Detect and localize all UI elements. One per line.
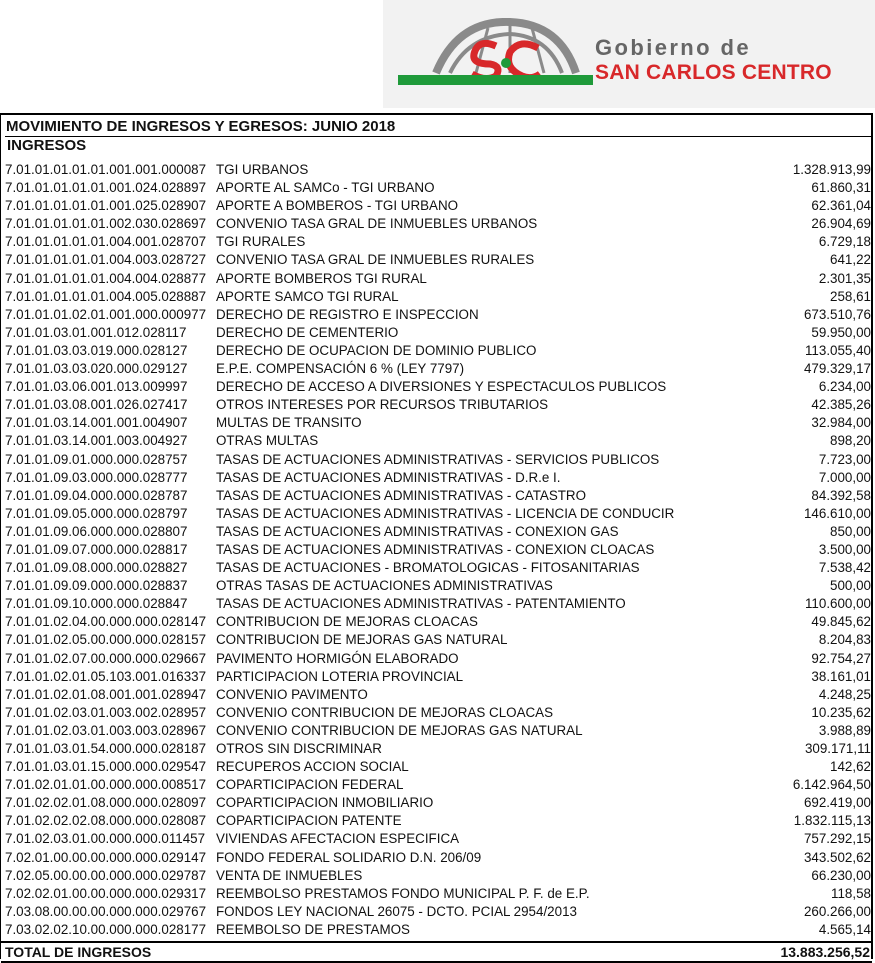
row-amount: 1.328.913,99 (792, 162, 871, 177)
logo-line-2: SAN CARLOS CENTRO (595, 61, 832, 84)
row-description: MULTAS DE TRANSITO (216, 415, 362, 431)
row-amount: 673.510,76 (803, 306, 871, 322)
row-description: FONDOS LEY NACIONAL 26075 - DCTO. PCIAL 2954/2013 (216, 903, 577, 919)
table-row (5, 451, 871, 469)
table-row (5, 722, 871, 740)
row-amount: 49.845,62 (811, 614, 871, 630)
row-amount: 61.860,31 (811, 180, 871, 196)
row-code: 7.01.01.02.01.08.001.001.028947 (5, 686, 207, 702)
table-row (5, 161, 871, 179)
row-description: APORTE AL SAMCo - TGI URBANO (216, 180, 435, 196)
row-description: APORTE SAMCO TGI RURAL (216, 288, 399, 304)
row-description: DERECHO DE CEMENTERIO (216, 324, 399, 340)
row-description: CONVENIO PAVIMENTO (216, 686, 368, 702)
row-amount: 1.832.115,13 (793, 813, 871, 829)
row-code: 7.01.01.03.14.001.001.004907 (5, 415, 188, 431)
row-amount: 142,62 (830, 759, 871, 775)
table-row (5, 704, 871, 722)
row-description: APORTE BOMBEROS TGI RURAL (216, 270, 427, 286)
row-code: 7.01.01.01.01.01.004.004.028877 (5, 270, 207, 286)
row-amount: 500,00 (830, 578, 871, 594)
row-description: APORTE A BOMBEROS - TGI URBANO (216, 198, 459, 214)
row-amount: 4.565,14 (818, 921, 871, 937)
row-code: 7.01.01.01.01.01.001.025.028907 (5, 198, 207, 214)
row-code: 7.01.01.01.01.01.001.001.000087 (5, 162, 207, 177)
row-description: COPARTICIPACION INMOBILIARIO (216, 795, 434, 811)
row-amount: 343.502,62 (803, 849, 871, 865)
table-row (5, 595, 871, 613)
row-code: 7.01.01.09.05.000.000.028797 (5, 505, 188, 521)
table-row (5, 577, 871, 595)
row-code: 7.01.01.03.03.019.000.028127 (5, 342, 188, 358)
table-row (5, 288, 871, 306)
row-description: TASAS DE ACTUACIONES ADMINISTRATIVAS - CATASTRO (216, 487, 587, 503)
row-code: 7.01.01.09.09.000.000.028837 (5, 578, 188, 594)
row-code: 7.01.01.01.02.01.001.000.000977 (5, 306, 207, 322)
row-code: 7.01.01.02.07.00.000.000.029667 (5, 650, 207, 666)
row-description: FONDO FEDERAL SOLIDARIO D.N. 206/09 (216, 849, 482, 865)
row-code: 7.01.01.03.01.54.000.000.028187 (5, 741, 207, 756)
row-code: 7.01.02.03.01.00.000.000.011457 (5, 831, 206, 847)
total-label: TOTAL DE INGRESOS (5, 944, 152, 960)
row-description: CONVENIO TASA GRAL DE INMUEBLES RURALES (216, 252, 535, 268)
table-row (5, 523, 871, 541)
row-description: CONVENIO CONTRIBUCION DE MEJORAS CLOACAS (216, 704, 554, 720)
row-code: 7.01.01.09.07.000.000.028817 (5, 541, 188, 557)
row-description: REEMBOLSO DE PRESTAMOS (216, 921, 410, 937)
table-row (5, 215, 871, 233)
table-row (5, 650, 871, 668)
table-row (5, 179, 871, 197)
row-amount: 146.610,00 (803, 505, 871, 521)
logo-line-1: Gobierno de (595, 35, 751, 60)
row-amount: 309.171,11 (804, 741, 871, 756)
row-description: CONVENIO CONTRIBUCION DE MEJORAS GAS NATURAL (216, 722, 583, 738)
row-amount: 6.142.964,50 (792, 777, 871, 793)
row-code: 7.01.01.03.01.001.012.028117 (5, 324, 187, 340)
row-description: OTRAS TASAS DE ACTUACIONES ADMINISTRATIVAS (216, 578, 553, 594)
row-code: 7.02.02.01.00.00.000.000.029317 (5, 885, 207, 901)
row-description: COPARTICIPACION PATENTE (216, 813, 402, 829)
row-code: 7.01.01.02.04.00.000.000.028147 (5, 614, 207, 630)
table-row (5, 812, 871, 830)
row-description: DERECHO DE REGISTRO E INSPECCION (216, 306, 479, 322)
row-code: 7.01.01.03.14.001.003.004927 (5, 433, 188, 449)
row-description: REEMBOLSO PRESTAMOS FONDO MUNICIPAL P. F. de E.P. (216, 885, 590, 901)
section-header (5, 136, 871, 153)
row-code: 7.01.01.02.03.01.003.003.028967 (5, 722, 207, 738)
row-amount: 110.600,00 (804, 596, 871, 612)
row-amount: 66.230,00 (811, 867, 871, 883)
row-description: TASAS DE ACTUACIONES ADMINISTRATIVAS - D.R.e I. (216, 469, 561, 485)
row-amount: 59.950,00 (811, 324, 871, 340)
row-code: 7.01.01.09.04.000.000.028787 (5, 487, 188, 503)
row-description: TASAS DE ACTUACIONES ADMINISTRATIVAS - CONEXION GAS (216, 523, 619, 539)
row-amount: 6.234,00 (818, 379, 871, 395)
table-row (5, 849, 871, 867)
table-row (5, 686, 871, 704)
row-code: 7.03.02.02.10.00.000.000.028177 (5, 921, 207, 937)
row-description: TGI RURALES (216, 234, 306, 250)
table-row (5, 559, 871, 577)
section-label: INGRESOS (7, 137, 87, 154)
row-description: VENTA DE INMUEBLES (216, 867, 363, 883)
row-amount: 8.204,83 (818, 632, 871, 648)
row-code: 7.01.01.09.08.000.000.028827 (5, 560, 188, 576)
row-amount: 113.055,40 (804, 342, 871, 358)
income-report (0, 113, 873, 959)
table-row (5, 885, 871, 903)
row-code: 7.03.08.00.00.00.000.000.029767 (5, 903, 207, 919)
row-description: OTROS INTERESES POR RECURSOS TRIBUTARIOS (216, 397, 549, 413)
total-value: 13.883.256,52 (780, 944, 870, 960)
row-code: 7.01.01.02.03.01.003.002.028957 (5, 704, 207, 720)
row-description: PARTICIPACION LOTERIA PROVINCIAL (216, 668, 464, 684)
row-code: 7.01.01.02.01.05.103.001.016337 (5, 668, 207, 684)
table-row (5, 830, 871, 848)
row-amount: 850,00 (830, 523, 871, 539)
table-row (5, 541, 871, 559)
row-amount: 26.904,69 (811, 216, 871, 232)
row-amount: 32.984,00 (811, 415, 871, 431)
row-amount: 258,61 (830, 288, 871, 304)
table-row (5, 251, 871, 269)
row-amount: 6.729,18 (818, 234, 871, 250)
income-rows (5, 161, 871, 939)
row-code: 7.01.01.03.03.020.000.029127 (5, 361, 188, 377)
row-description: TASAS DE ACTUACIONES ADMINISTRATIVAS - PATENTAMIENTO (216, 596, 626, 612)
table-row (5, 197, 871, 215)
table-row (5, 306, 871, 324)
row-amount: 479.329,17 (803, 361, 871, 377)
row-code: 7.02.01.00.00.00.000.000.029147 (5, 849, 207, 865)
row-description: OTROS SIN DISCRIMINAR (216, 741, 382, 756)
table-row (5, 233, 871, 251)
table-row (5, 414, 871, 432)
san-carlos-logo-icon (398, 18, 593, 88)
table-row (5, 867, 871, 885)
row-code: 7.01.01.09.03.000.000.028777 (5, 469, 188, 485)
row-description: TASAS DE ACTUACIONES - BROMATOLOGICAS - FITOSANITARIAS (216, 560, 640, 576)
row-code: 7.01.01.01.01.01.004.001.028707 (5, 234, 207, 250)
row-code: 7.01.01.02.05.00.000.000.028157 (5, 632, 207, 648)
row-code: 7.01.01.01.01.01.004.003.028727 (5, 252, 207, 268)
row-amount: 38.161,01 (811, 668, 871, 684)
row-description: CONTRIBUCION DE MEJORAS GAS NATURAL (216, 632, 508, 648)
row-code: 7.01.01.09.06.000.000.028807 (5, 523, 188, 539)
row-amount: 260.266,00 (803, 903, 871, 919)
table-row (5, 903, 871, 921)
row-description: TASAS DE ACTUACIONES ADMINISTRATIVAS - LICENCIA DE CONDUCIR (216, 505, 675, 521)
row-amount: 10.235,62 (811, 704, 871, 720)
table-row (5, 794, 871, 812)
row-description: TASAS DE ACTUACIONES ADMINISTRATIVAS - SERVICIOS PUBLICOS (216, 451, 660, 467)
row-amount: 84.392,58 (811, 487, 871, 503)
row-code: 7.02.05.00.00.00.000.000.029787 (5, 867, 207, 883)
row-code: 7.01.02.02.01.08.000.000.028097 (5, 795, 207, 811)
table-row (5, 668, 871, 686)
row-amount: 7.538,42 (818, 560, 871, 576)
table-row (5, 342, 871, 360)
row-amount: 3.500,00 (818, 541, 871, 557)
row-amount: 3.988,89 (818, 722, 871, 738)
row-description: TGI URBANOS (216, 162, 309, 177)
row-amount: 641,22 (830, 252, 871, 268)
table-row (5, 469, 871, 487)
row-amount: 2.301,35 (818, 270, 871, 286)
row-code: 7.01.01.01.01.01.002.030.028697 (5, 216, 207, 232)
report-title: MOVIMIENTO DE INGRESOS Y EGRESOS: JUNIO 2018 (6, 118, 396, 135)
row-code: 7.01.01.03.01.15.000.000.029547 (5, 759, 207, 775)
row-description: OTRAS MULTAS (216, 433, 319, 449)
row-amount: 42.385,26 (811, 397, 871, 413)
row-amount: 4.248,25 (818, 686, 871, 702)
row-description: DERECHO DE ACCESO A DIVERSIONES Y ESPECTACULOS PUBLICOS (216, 379, 667, 395)
table-row (5, 432, 871, 450)
row-description: PAVIMENTO HORMIGÓN ELABORADO (216, 650, 459, 666)
row-amount: 62.361,04 (811, 198, 871, 214)
table-row (5, 613, 871, 631)
row-amount: 692.419,00 (803, 795, 871, 811)
row-code: 7.01.02.02.02.08.000.000.028087 (5, 813, 207, 829)
row-code: 7.01.01.01.01.01.001.024.028897 (5, 180, 207, 196)
table-row (5, 740, 871, 758)
row-amount: 118,58 (831, 885, 871, 901)
row-amount: 92.754,27 (811, 650, 871, 666)
row-description: COPARTICIPACION FEDERAL (216, 777, 404, 793)
row-description: E.P.E. COMPENSACIÓN 6 % (LEY 7797) (216, 361, 465, 377)
table-row (5, 324, 871, 342)
row-code: 7.01.02.01.01.00.000.000.008517 (5, 777, 207, 793)
table-row (5, 631, 871, 649)
table-row (5, 505, 871, 523)
table-row (5, 360, 871, 378)
table-row (5, 378, 871, 396)
table-row (5, 776, 871, 794)
logo-banner (383, 0, 875, 108)
row-code: 7.01.01.09.01.000.000.028757 (5, 451, 188, 467)
row-description: VIVIENDAS AFECTACION ESPECIFICA (216, 831, 460, 847)
table-row (5, 396, 871, 414)
row-description: RECUPEROS ACCION SOCIAL (216, 759, 409, 775)
row-description: DERECHO DE OCUPACION DE DOMINIO PUBLICO (216, 342, 537, 358)
table-row (5, 270, 871, 288)
row-code: 7.01.01.01.01.01.004.005.028887 (5, 288, 207, 304)
table-row (5, 921, 871, 939)
row-description: CONVENIO TASA GRAL DE INMUEBLES URBANOS (216, 216, 538, 232)
row-code: 7.01.01.03.08.001.026.027417 (5, 397, 188, 413)
table-row (5, 758, 871, 776)
row-description: CONTRIBUCION DE MEJORAS CLOACAS (216, 614, 478, 630)
row-amount: 7.000,00 (818, 469, 871, 485)
row-amount: 7.723,00 (818, 451, 871, 467)
row-amount: 898,20 (830, 433, 871, 449)
row-code: 7.01.01.09.10.000.000.028847 (5, 596, 188, 612)
table-row (5, 487, 871, 505)
row-description: TASAS DE ACTUACIONES ADMINISTRATIVAS - CONEXION CLOACAS (216, 541, 655, 557)
row-code: 7.01.01.03.06.001.013.009997 (5, 379, 188, 395)
row-amount: 757.292,15 (803, 831, 871, 847)
